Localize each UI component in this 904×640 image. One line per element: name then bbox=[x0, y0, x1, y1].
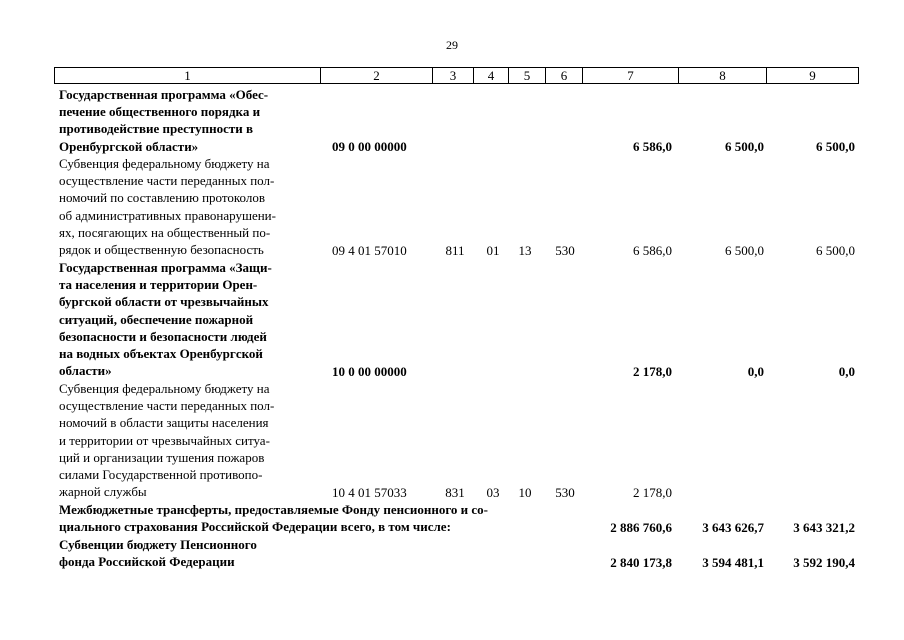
row-code: 10 4 01 57033 bbox=[332, 484, 407, 500]
row-value-col5: 13 bbox=[518, 242, 532, 258]
row-code: 10 0 00 00000 bbox=[332, 363, 407, 379]
row-value-col8: 3 643 626,7 bbox=[702, 519, 764, 535]
header-col-4: 4 bbox=[474, 68, 509, 83]
row-value-col7: 2 840 173,8 bbox=[610, 554, 672, 570]
table-row bbox=[0, 86, 904, 155]
table-row bbox=[0, 259, 904, 380]
row-value-col7: 2 178,0 bbox=[633, 363, 672, 379]
table-header-row bbox=[54, 67, 859, 84]
row-name: Субвенция федеральному бюджету на осуществление части переданных пол- номочий в области защиты населения и территории от чрезвычайных ситуа- ций и организации тушения пожаров силами Государственной противопо- жарной службы bbox=[59, 381, 275, 500]
row-value-col8: 6 500,0 bbox=[725, 138, 764, 154]
row-value-col8: 3 594 481,1 bbox=[702, 554, 764, 570]
row-value-col4: 03 bbox=[486, 484, 500, 500]
table-row bbox=[0, 501, 904, 536]
row-code: 09 0 00 00000 bbox=[332, 138, 407, 154]
row-value-col8: 0,0 bbox=[747, 363, 764, 379]
row-value-col9: 0,0 bbox=[838, 363, 855, 379]
table-row bbox=[0, 536, 904, 571]
header-col-2: 2 bbox=[321, 68, 433, 83]
header-col-3: 3 bbox=[433, 68, 474, 83]
row-value-col6: 530 bbox=[555, 242, 575, 258]
row-value-col9: 3 592 190,4 bbox=[793, 554, 855, 570]
row-value-col7: 6 586,0 bbox=[633, 242, 672, 258]
row-name: Государственная программа «Защи- та населения и территории Орен- бургской области от чрезвычайных ситуаций, обеспечение пожарной безопасности и безопасности людей на водных объектах Оренбургской области» bbox=[59, 260, 272, 379]
row-value-col3: 811 bbox=[445, 242, 465, 258]
table-row bbox=[0, 155, 904, 259]
row-value-col3: 831 bbox=[445, 484, 465, 500]
row-value-col9: 6 500,0 bbox=[816, 138, 855, 154]
row-value-col5: 10 bbox=[518, 484, 532, 500]
header-col-6: 6 bbox=[546, 68, 583, 83]
row-value-col6: 530 bbox=[555, 484, 575, 500]
row-name: Государственная программа «Обес- печение общественного порядка и противодействие преступности в Оренбургской области» bbox=[59, 87, 269, 154]
header-col-8: 8 bbox=[679, 68, 767, 83]
row-value-col4: 01 bbox=[486, 242, 500, 258]
row-value-col7: 2 886 760,6 bbox=[610, 519, 672, 535]
row-name: Межбюджетные трансферты, предоставляемые Фонду пенсионного и со- циального страхования Российской Федерации всего, в том числе: bbox=[59, 502, 489, 535]
row-code: 09 4 01 57010 bbox=[332, 242, 407, 258]
row-value-col7: 2 178,0 bbox=[633, 484, 672, 500]
row-name: Субвенции бюджету Пенсионного фонда Российской Федерации bbox=[59, 537, 257, 570]
table-row bbox=[0, 380, 904, 501]
header-col-9: 9 bbox=[809, 68, 816, 83]
row-value-col9: 3 643 321,2 bbox=[793, 519, 855, 535]
header-col-5: 5 bbox=[509, 68, 546, 83]
row-value-col8: 6 500,0 bbox=[725, 242, 764, 258]
row-value-col9: 6 500,0 bbox=[816, 242, 855, 258]
header-col-1: 1 bbox=[55, 68, 321, 83]
row-name: Субвенция федеральному бюджету на осуществление части переданных пол- номочий по составлению протоколов об административных правонарушени- ях, посягающих на общественный по- рядок и общественную безопасность bbox=[59, 156, 276, 258]
page-number: 29 bbox=[446, 38, 458, 52]
row-value-col7: 6 586,0 bbox=[633, 138, 672, 154]
header-col-7: 7 bbox=[583, 68, 679, 83]
